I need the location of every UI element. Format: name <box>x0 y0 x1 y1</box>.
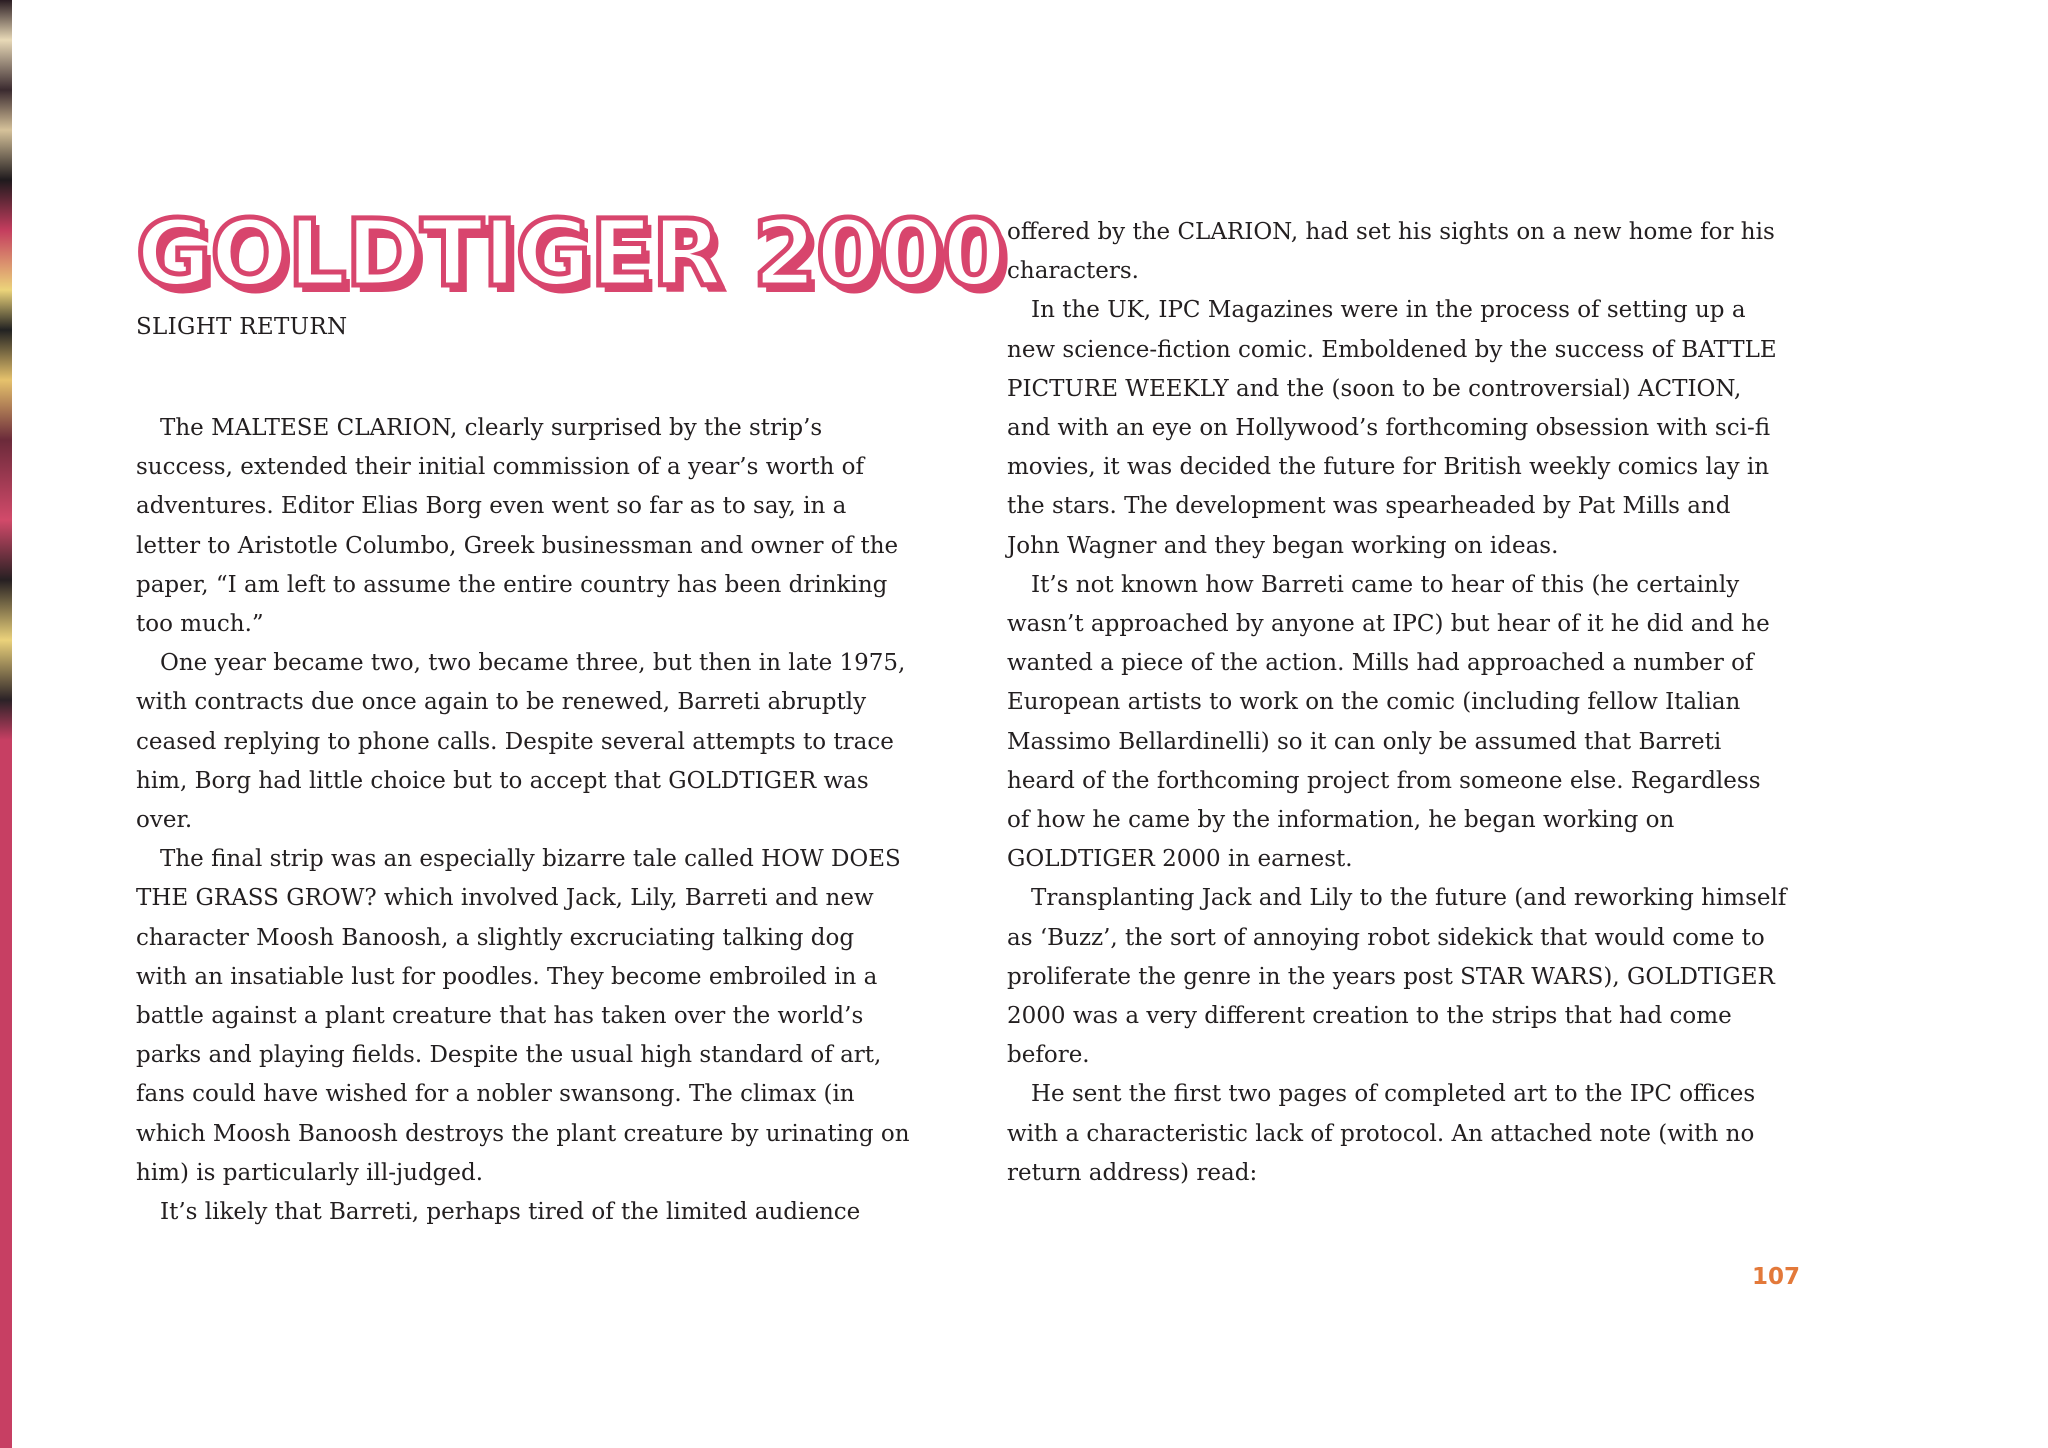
paragraph: The final strip was an especially bizarre tale called HOW DOES THE GRASS GROW? which involved Jack, Lily, Barreti and new character Moosh Banoosh, a slightly excruciating talking dog with an insatiable lust for poodles. They become embroiled in a battle against a plant creature that has taken over the world’s parks and playing fields. Despite the usual high standard of art, fans could have wished for a nobler swansong. The climax (in which Moosh Banoosh destroys the plant creature by urinating on him) is particularly ill-judged. <box>136 846 910 1186</box>
page-title: GOLDTIGER 2000 <box>136 200 1005 307</box>
page-subtitle: SLIGHT RETURN <box>136 314 348 340</box>
paragraph: It’s likely that Barreti, perhaps tired of the limited audience <box>160 1199 861 1226</box>
paragraph-continued: offered by the CLARION, had set his sights on a new home for his characters. <box>1007 219 1775 285</box>
left-text-column <box>136 409 911 1232</box>
paragraph: One year became two, two became three, but then in late 1975, with contracts due once again to be renewed, Barreti abruptly ceased replying to phone calls. Despite several attempts to trace him, Borg had little choice but to accept that GOLDTIGER was over. <box>136 650 906 834</box>
paragraph: Transplanting Jack and Lily to the future (and reworking himself as ‘Buzz’, the sort of annoying robot sidekick that would come to proliferate the genre in the years post STAR WARS), GOLDTIGER 2000 was a very different creation to the strips that had come before. <box>1007 885 1787 1069</box>
paragraph: In the UK, IPC Magazines were in the process of setting up a new science-fiction comic. Emboldened by the success of BATTLE PICTURE WEEKLY and the (soon to be controversial) ACTION, and with an eye on Hollywood’s forthcoming obsession with sci-fi movies, it was decided the future for British weekly comics lay in the stars. The development was spearheaded by Pat Mills and John Wagner and they began working on ideas. <box>1007 297 1777 559</box>
paragraph: The MALTESE CLARION, clearly surprised by the strip’s success, extended their initial commission of a year’s worth of adventures. Editor Elias Borg even went so far as to say, in a letter to Aristotle Columbo, Greek businessman and owner of the paper, “I am left to assume the entire country has been drinking too much.” <box>136 415 899 638</box>
right-text-column <box>1007 213 1787 1193</box>
paragraph: It’s not known how Barreti came to hear of this (he certainly wasn’t approached by anyone at IPC) but hear of it he did and he wanted a piece of the action. Mills had approached a number of European artists to work on the comic (including fellow Italian Massimo Bellardinelli) so it can only be assumed that Barreti heard of the forthcoming project from someone else. Regardless of how he came by the information, he began working on GOLDTIGER 2000 in earnest. <box>1007 571 1770 873</box>
book-spine-edge <box>0 0 12 1448</box>
paragraph: He sent the first two pages of completed art to the IPC offices with a characteristic lack of protocol. An attached note (with no return address) read: <box>1007 1081 1756 1186</box>
page-number: 107 <box>1752 1264 1801 1290</box>
